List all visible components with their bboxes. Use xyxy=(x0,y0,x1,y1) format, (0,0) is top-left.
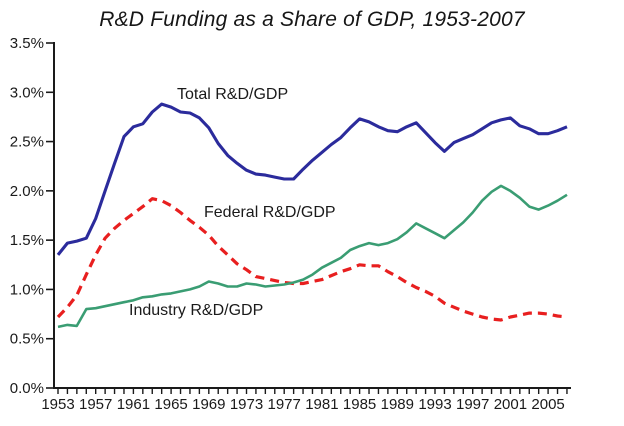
x-tick-label: 1961 xyxy=(116,396,151,413)
x-tick-label: 1953 xyxy=(41,396,75,413)
y-tick-label: 0.5% xyxy=(9,330,44,348)
x-tick-label: 1985 xyxy=(342,396,377,413)
y-tick-label: 1.5% xyxy=(9,232,44,250)
y-tick-label: 3.0% xyxy=(9,84,44,102)
x-tick-label: 1957 xyxy=(79,396,113,413)
x-tick-label: 2005 xyxy=(531,396,565,413)
x-tick-label: 1993 xyxy=(418,396,452,413)
series-label-industry: Industry R&D/GDP xyxy=(129,302,264,319)
series-label-federal: Federal R&D/GDP xyxy=(204,204,336,221)
series-label-total: Total R&D/GDP xyxy=(177,86,289,103)
x-tick-label: 1965 xyxy=(154,396,188,413)
y-tick-label: 2.0% xyxy=(9,182,44,200)
x-tick-label: 1973 xyxy=(229,396,264,413)
x-tick-label: 2001 xyxy=(493,396,528,413)
series-line-0 xyxy=(58,104,567,255)
y-tick-label: 3.5% xyxy=(9,35,44,53)
y-tick-label: 1.0% xyxy=(9,281,44,299)
x-tick-label: 1977 xyxy=(267,396,301,413)
y-tick-label: 0.0% xyxy=(9,380,44,397)
x-tick-label: 1969 xyxy=(192,396,226,413)
chart-title: R&D Funding as a Share of GDP, 1953-2007 xyxy=(99,8,525,31)
x-tick-label: 1997 xyxy=(456,396,490,413)
x-tick-label: 1981 xyxy=(305,396,339,413)
y-tick-label: 2.5% xyxy=(9,133,44,151)
x-tick-label: 1989 xyxy=(380,396,414,413)
